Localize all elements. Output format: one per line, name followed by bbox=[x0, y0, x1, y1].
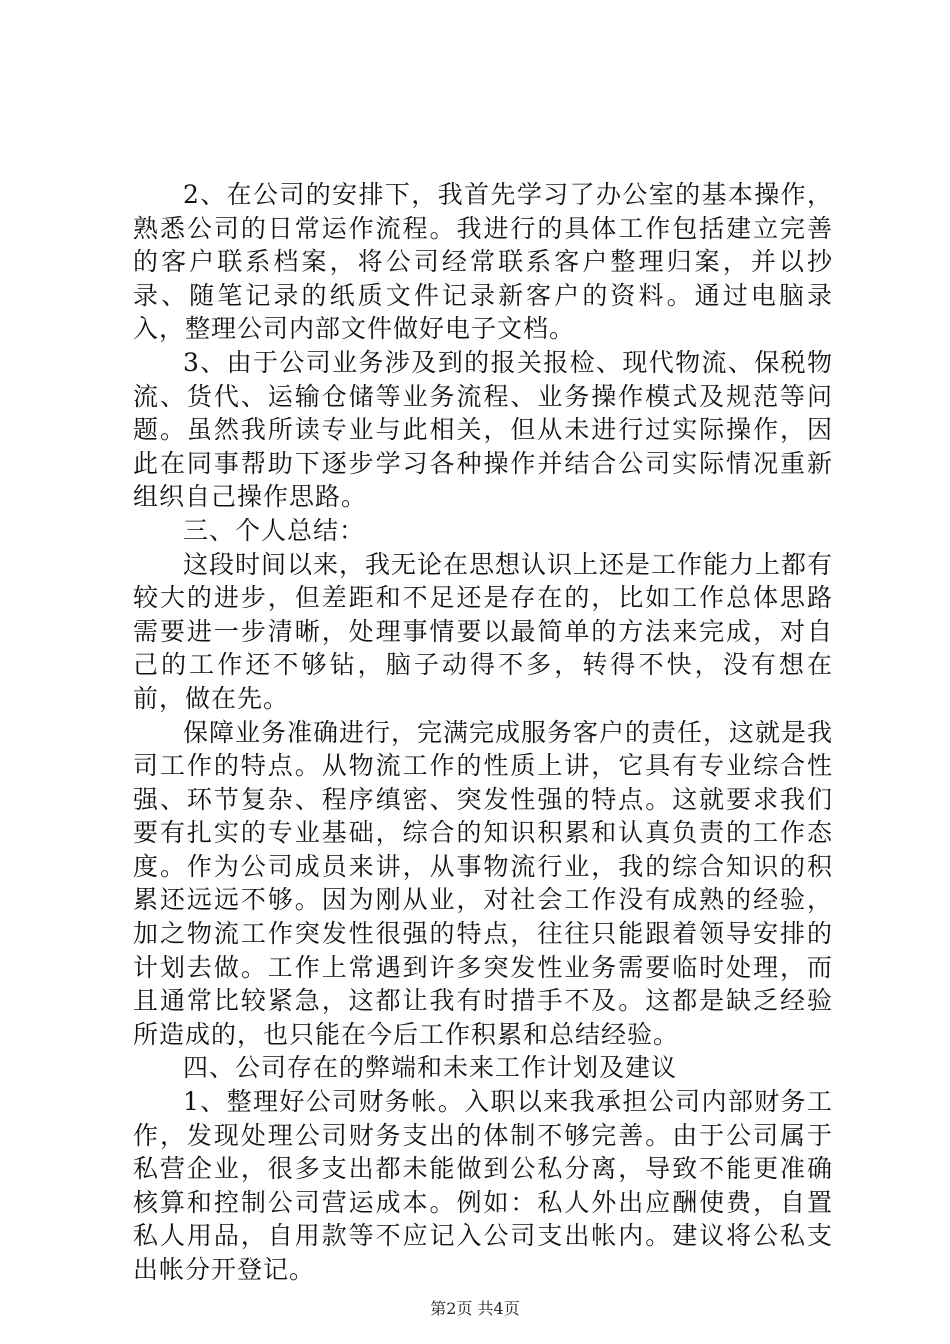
section-heading-issues-plans: 四、公司存在的弊端和未来工作计划及建议 bbox=[183, 1053, 678, 1083]
paragraph-item-3: 3、由于公司业务涉及到的报关报检、现代物流、保税物流、货代、运输仓储等业务流程、业务操作模式及规范等问题。虽然我所读专业与此相关，但从未进行过实际操作，因此在同事帮助下逐步学习各种操作并结合公司实际情况重新组织自己操作思路。 bbox=[133, 347, 833, 512]
paragraph-summary: 这段时间以来，我无论在思想认识上还是工作能力上都有较大的进步，但差距和不足还是存在的，比如工作总体思路需要进一步清晰，处理事情要以最简单的方法来完成，对自己的工作还不够钻，脑子动得不多，转得不快，没有想在前，做在先。 bbox=[133, 549, 834, 713]
page-footer: 第2页 共4页 bbox=[430, 1299, 520, 1318]
paragraph-finance-suggestion: 1、整理好公司财务帐。入职以来我承担公司内部财务工作，发现处理公司财务支出的体制不够完善。由于公司属于私营企业，很多支出都未能做到公私分离，导致不能更准确核算和控制公司营运成本。例如：私人外出应酬使费，自置私人用品，自用款等不应记入公司支出帐内。建议将公私支出帐分开登记。 bbox=[133, 1087, 833, 1284]
section-heading-personal-summary: 三、个人总结： bbox=[183, 515, 366, 545]
document-body bbox=[133, 178, 833, 1287]
paragraph-item-2: 2、在公司的安排下，我首先学习了办公室的基本操作，熟悉公司的日常运作流程。我进行的具体工作包括建立完善的客户联系档案，将公司经常联系客户整理归案，并以抄录、随笔记录的纸质文件记录新客户的资料。通过电脑录入，整理公司内部文件做好电子文档。 bbox=[133, 180, 833, 344]
paragraph-work-features: 保障业务准确进行，完满完成服务客户的责任，这就是我司工作的特点。从物流工作的性质上讲，它具有专业综合性强、环节复杂、程序缜密、突发性强的特点。这就要求我们要有扎实的专业基础，综合的知识积累和认真负责的工作态度。作为公司成员来讲，从事物流行业，我的综合知识的积累还远远不够。因为刚从业，对社会工作没有成熟的经验，加之物流工作突发性很强的特点，往往只能跟着领导安排的计划去做。工作上常遇到许多突发性业务需要临时处理，而且通常比较紧急，这都让我有时措手不及。这都是缺乏经验所造成的，也只能在今后工作积累和总结经验。 bbox=[133, 717, 834, 1049]
